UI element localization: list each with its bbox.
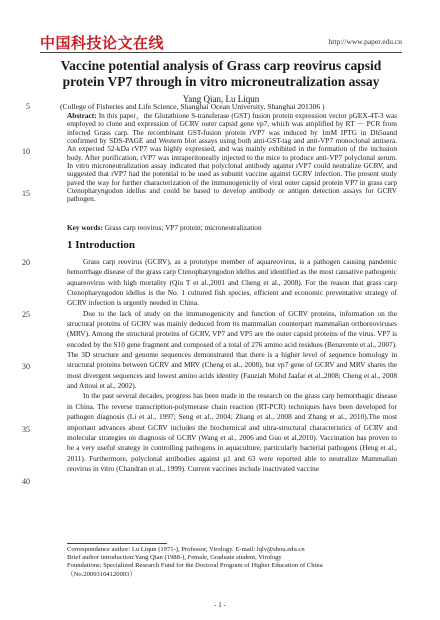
keywords [67, 223, 397, 232]
footnote: Foundations: Specialized Research Fund for the Doctoral Program of Higher Education of China [67, 562, 323, 570]
paper-authors: Yang Qian, Lu Liqun [182, 94, 260, 104]
paragraph: Grass carp reovirus (GCRV), as a prototype member of aquareovirus, is a pathogen causing pandemic hemorrhage disease of the grass carp Ctenopharyngodon idellus and identified as the most causative pathogenic aquareovirus with high mortality (Qiu T et al.,2001 and Cheng et al., 2008). For the reason that grass carp Ctenopharyngodon idellus is the No. 1 cultured fish species, efficient and economic preventative strategy of GCRV infection is urgently needed in China. [67, 257, 397, 308]
footnote-divider [67, 543, 167, 544]
line-number: 20 [22, 258, 30, 267]
paragraph: In the past several decades, progress has been made in the research on the grass carp hemorrhagic disease in China. The reverse transcription-polymerase chain reaction (RT-PCR) techniques have been developed for pathogen diagnosis (Li et al., 1997; Seng et al., 2004; Zhang et al., 2008 and Zhang et al., 2010).The most important advances about GCRV includes the biochemical and ultra-structural characteristics of GCRV and molecular strategies on diagnosis of GCRV (Wang et al., 2006 and Guo et al,2010). Vaccination has proven to be a very useful strategy in controlling pathogens in aquaculture, particularly bacterial pathogens (Heng et al., 2011). Furthermore, polyclonal antibodies against μ1 and 63 were reported able to neutralize Mammalian reovirus in vitro (Chandran et al., 1999). Current vaccines include inactivated vaccine [67, 391, 397, 473]
page-number: - 1 - [214, 601, 226, 609]
site-url: http://www.paper.edu.cn [328, 37, 402, 46]
footnote: （No.20093104120003） [67, 570, 137, 578]
line-number: 25 [22, 310, 30, 319]
header-divider [40, 52, 402, 53]
body-text [67, 257, 397, 474]
line-number: 15 [22, 189, 30, 198]
paragraph: Due to the lack of study on the immunogenicity and function of GCRV proteins, information on the structural proteins of GCRV was mainly deduced from its mammalian counterpart mammalian orthoreoviruses (MRV). Among the structural proteins of GCRV, VP7 and VP5 are the outer capsid proteins of the virus. VP7 is encoded by the S10 gene fragment and composed of a total of 276 amino acid residues (Benavente et al., 2007). The 3D structure and genome sequences demonstrated that there is a higher level of sequence homology in structural proteins between GCRV and MRV (Cheng et al., 2008), but vp7 gene of GCRV and MRV shares the most divergent sequences and lowest amino acids identity (Fauziah Mohd Jaafar et al.,2008; Cheng et al., 2008 and Attoui et al., 2002). [67, 308, 397, 391]
line-number: 35 [22, 425, 30, 434]
line-number: 5 [26, 102, 30, 111]
site-logo: 中国科技论文在线 [40, 34, 165, 52]
abstract [67, 112, 397, 204]
affiliation: (College of Fisheries and Life Science, Shanghai Ocean University, Shanghai 201306 ) [60, 102, 325, 111]
line-number: 40 [22, 477, 30, 486]
footnote: Correspondance author: Lu Liqun (1971-), Professor, Virology. E-mail: lqlv@shou.edu.cn [67, 546, 305, 553]
section-heading: 1 Introduction [67, 239, 135, 251]
keywords-text: Grass carp reovirus; VP7 protein; microneutralization [102, 223, 262, 232]
line-number: 30 [22, 362, 30, 371]
footnote: Brief author introduction:Yang Qian (1988-), Female, Graduate student, Virology [67, 554, 282, 562]
footnotes [67, 546, 397, 579]
abstract-label: Abstract: [67, 111, 97, 120]
page-header [40, 32, 402, 52]
line-number: 10 [22, 147, 30, 156]
paper-title: Vaccine potential analysis of Grass carp reovirus capsid protein VP7 through in vitro microneutralization assay [60, 58, 382, 89]
abstract-text: In this paper，the Glutathione S-transferase (GST) fusion protein expression vector pGEX-4T-3 was employed to clone and expression of GCRV outer capsid gene vp7, which was amplified by RT － PCR from infected Grass carp. The recombinant GST-fusion protein rVP7 was induced by 1mM IPTG in Dh5αand confirmed by SDS-PAGE and Western blot assays using both anti-GST-tag and anti-VP7 monoclonal antisera. An expected 52-kDa rVP7 was highly expressed, and was mainly exhibited in the formation of the inclusion body. After purification, rVP7 was intraperitoneally injected to the mice to produce anti-VP7 polyclonal serum. In vitro microneutralization assay indicated that polyclonal antibody against rVP7 could neutralize GCRV, and suggested that rVP7 had the potential to be used as subunit vaccine against GCRV infection. The present study paved the way for further characterization of the immunogenicity of viral outer capsid protein VP7 in grass carp Ctenopharyngodon idellus and could be based to develop antibody or antigen detection assays for GCRV pathogen. [67, 111, 397, 204]
keywords-label: Key words: [67, 223, 103, 232]
